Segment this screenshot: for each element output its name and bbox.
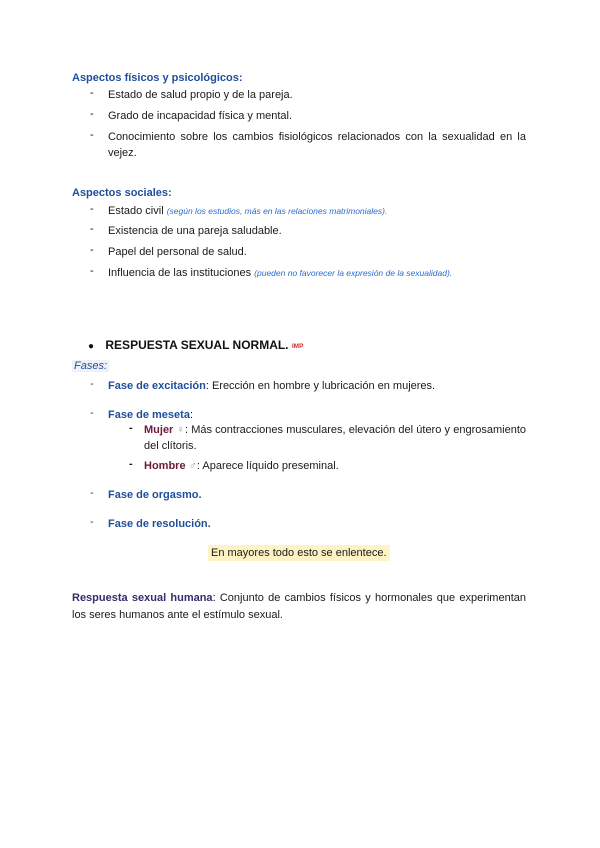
phase-plateau: [108, 407, 526, 423]
physical-heading: Aspectos físicos y psicológicos:: [72, 72, 243, 84]
item-text: Influencia de las instituciones: [108, 267, 255, 279]
item-note: (pueden no favorecer la expresión de la sexualidad).: [254, 268, 453, 278]
item-note: (según los estudios, más en las relaciones matrimoniales).: [166, 206, 388, 216]
phase-text: : Erección en hombre y lubricación en mujeres.: [205, 380, 436, 392]
list-dash: -: [90, 378, 94, 390]
list-dash: -: [90, 203, 94, 215]
phases-label: Fases:: [74, 360, 108, 372]
woman-label: Mujer: [144, 424, 174, 436]
list-dash: -: [90, 516, 94, 528]
plateau-woman: [144, 422, 526, 454]
imp-tag: IMP: [291, 343, 304, 350]
list-item: [108, 203, 526, 219]
highlight-note: En mayores todo esto se enlentece.: [208, 545, 390, 561]
definition-paragraph: [72, 590, 526, 624]
list-dash: -: [90, 487, 94, 499]
list-item: [108, 265, 526, 281]
list-dash: -: [90, 87, 94, 99]
definition-text: : Conjunto de cambios físicos y hormonales que experimentan los seres humanos ante el estímulo sexual.: [72, 592, 526, 621]
female-symbol-icon: ♀: [176, 424, 185, 436]
list-dash: -: [90, 223, 94, 235]
male-symbol-icon: ♂: [188, 460, 197, 472]
phase-label: Fase de meseta: [108, 409, 190, 421]
social-heading: Aspectos sociales:: [72, 187, 172, 199]
list-dash: -: [90, 108, 94, 120]
phase-label: Fase de excitación: [108, 380, 206, 392]
list-item: Conocimiento sobre los cambios fisiológicos relacionados con la sexualidad en la vejez.: [108, 131, 526, 159]
woman-text: : Más contracciones musculares, elevación del útero y engrosamiento del clítoris.: [144, 424, 526, 452]
list-dash: -: [90, 407, 94, 419]
bullet-icon: ●: [88, 341, 95, 352]
man-label: Hombre: [144, 460, 186, 472]
phase-orgasm: Fase de orgasmo.: [108, 489, 202, 501]
section-title-text: RESPUESTA SEXUAL NORMAL.: [105, 338, 289, 352]
list-item: Papel del personal de salud.: [108, 246, 247, 258]
list-item: Estado de salud propio y de la pareja.: [108, 89, 293, 101]
man-text: : Aparece líquido preseminal.: [196, 460, 339, 472]
section-title: [88, 338, 303, 352]
list-item: Grado de incapacidad física y mental.: [108, 110, 293, 122]
list-item: Existencia de una pareja saludable.: [108, 225, 282, 237]
list-dash: -: [90, 244, 94, 256]
phase-excitation: [108, 378, 526, 394]
sub-dash: -: [129, 458, 133, 470]
list-dash: -: [90, 265, 94, 277]
definition-term: Respuesta sexual humana: [72, 592, 213, 604]
sub-dash: -: [129, 422, 133, 434]
phase-colon: :: [189, 409, 193, 421]
list-dash: -: [90, 129, 94, 141]
phase-resolution: Fase de resolución.: [108, 518, 211, 530]
item-text: Estado civil: [108, 205, 167, 217]
plateau-man: [144, 458, 526, 474]
